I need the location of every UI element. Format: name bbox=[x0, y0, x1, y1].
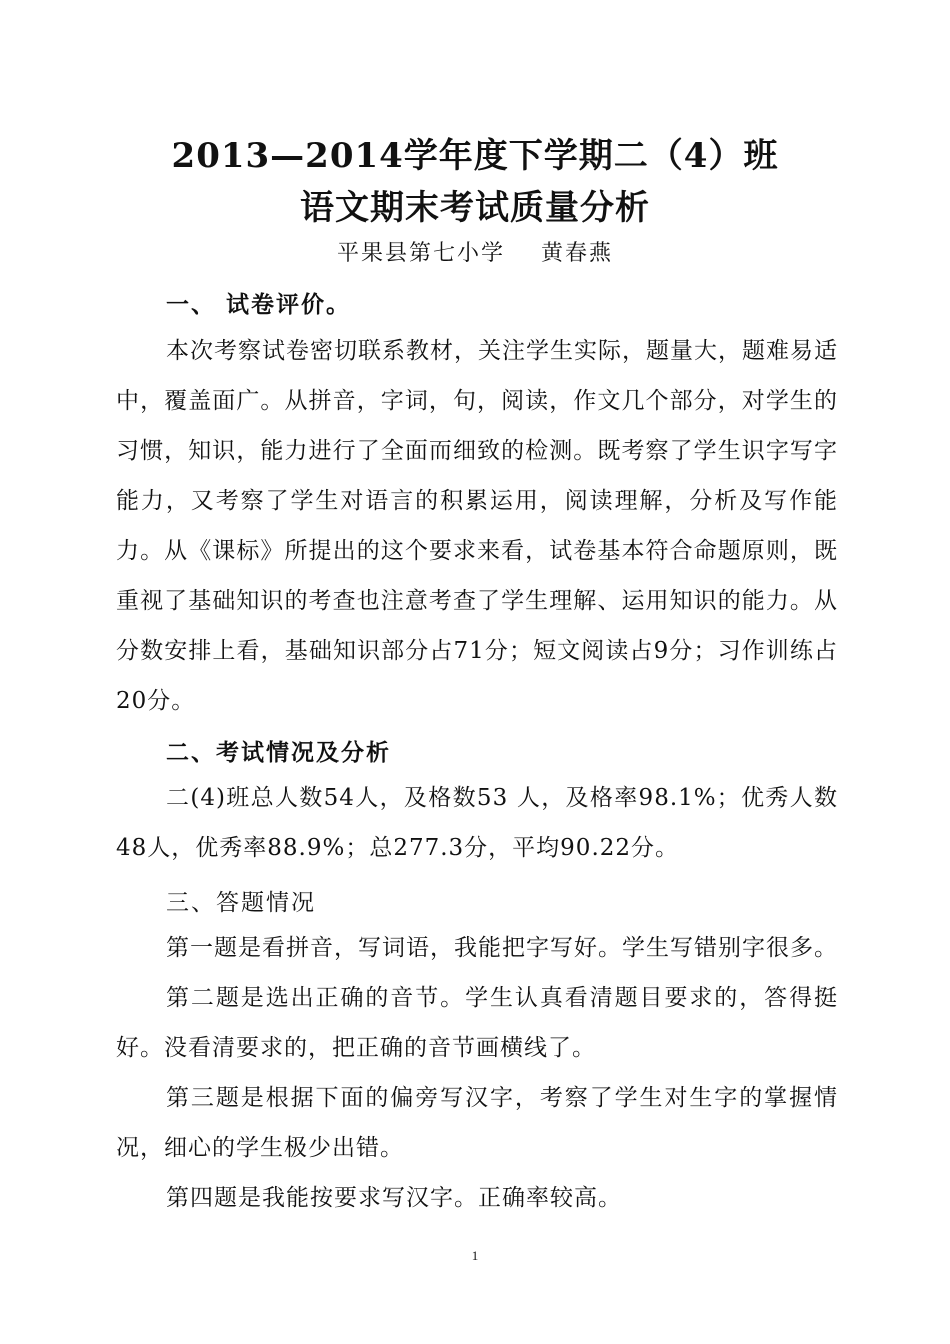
section-heading-1: 一、 试卷评价。 bbox=[166, 291, 352, 318]
author-name: 黄春燕 bbox=[541, 241, 614, 266]
byline bbox=[0, 236, 950, 267]
question-2-paragraph: 第二题是选出正确的音节。学生认真看清题目要求的，答得挺好。没看清要求的，把正确的音节画横线了。 bbox=[116, 985, 838, 1061]
question-3-paragraph: 第三题是根据下面的偏旁写汉字，考察了学生对生字的掌握情况，细心的学生极少出错。 bbox=[116, 1085, 838, 1161]
section-paragraph-2: 二(4)班总人数54人，及格数53 人，及格率98.1%；优秀人数48人，优秀率88.9%；总277.3分，平均90.22分。 bbox=[116, 785, 838, 861]
school-name: 平果县第七小学 bbox=[336, 241, 505, 266]
document-title-line1: 2013—2014学年度下学期二（4）班 bbox=[171, 136, 779, 176]
section-paragraph-1: 本次考察试卷密切联系教材，关注学生实际，题量大，题难易适中，覆盖面广。从拼音，字词，句，阅读，作文几个部分，对学生的习惯，知识，能力进行了全面而细致的检测。既考察了学生识字写字能力，又考察了学生对语言的积累运用，阅读理解，分析及写作能力。从《课标》所提出的这个要求来看，试卷基本符合命题原则，既重视了基础知识的考查也注意考查了学生理解、运用知识的能力。从分数安排上看，基础知识部分占71分；短文阅读占9分；习作训练占20分。 bbox=[116, 338, 838, 714]
section-heading-2: 二、考试情况及分析 bbox=[166, 739, 391, 766]
page-number: 1 bbox=[471, 1248, 479, 1263]
question-1-paragraph: 第一题是看拼音，写词语，我能把字写好。学生写错别字很多。 bbox=[166, 935, 838, 961]
question-4-paragraph: 第四题是我能按要求写汉字。正确率较高。 bbox=[166, 1185, 622, 1211]
section-heading-3: 三、答题情况 bbox=[166, 890, 316, 916]
document-title-line2: 语文期末考试质量分析 bbox=[300, 188, 650, 228]
